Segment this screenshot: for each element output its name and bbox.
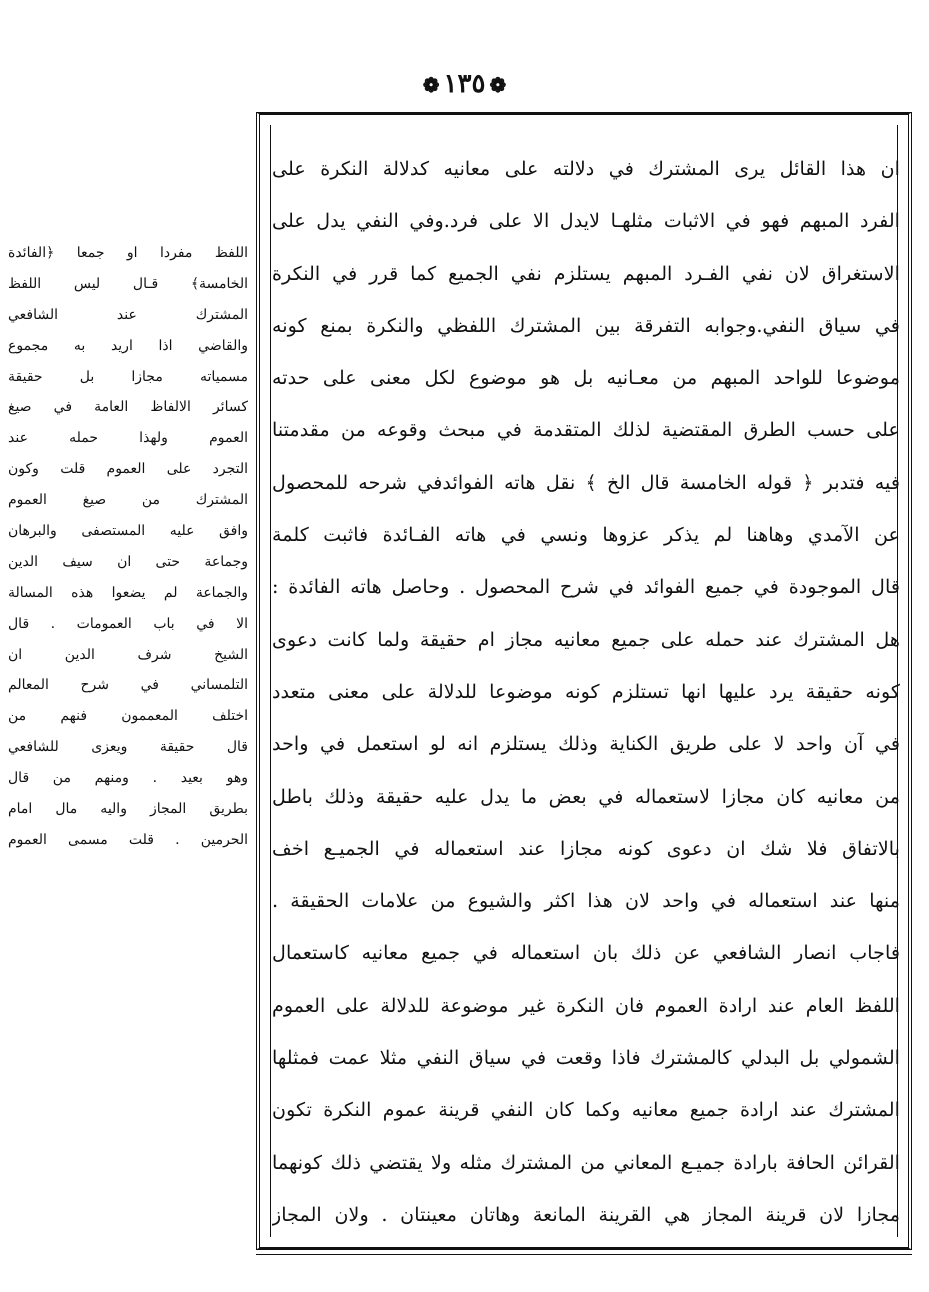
margin-commentary <box>8 238 248 856</box>
text-line: في آن واحد لا على طريق الكناية وذلك يستلزم انه لو استعمل في واحد <box>272 732 900 756</box>
page-number: ١٣٥ <box>443 69 486 99</box>
margin-line: اللفظ مفردا او جمعا ﴿الفائدة <box>8 245 248 261</box>
margin-line: المشترك من صيغ العموم <box>8 492 248 509</box>
margin-line: قال حقيقة ويعزى للشافعي <box>8 739 248 756</box>
text-line: من معانيه كان مجازا لاستعماله في بعض ما يدل عليه حقيقة وذلك باطل <box>272 784 900 808</box>
margin-line: اختلف المعممون فنهم من <box>8 708 248 725</box>
page-number-header <box>0 64 929 105</box>
bottom-rule <box>256 1254 912 1255</box>
ornament-icon: ❁ <box>489 73 507 97</box>
text-line: ان هذا القائل يرى المشترك في دلالته على معانيه كدلالة النكرة على <box>272 157 900 180</box>
text-line: عن الآمدي وهاهنا لم يذكر عزوها ونسي في هاته الفـائدة فاثبت كلمة <box>272 523 900 547</box>
margin-line: الخامسة﴾ قـال ليس اللفظ <box>8 275 248 292</box>
text-line: هل المشترك عند حمله على جميع معانيه مجاز ام حقيقة ولما كانت دعوى <box>272 627 900 651</box>
text-line: مجازا لان قرينة المجاز هي القرينة المانعة وهاتان معينتان . ولان المجاز <box>272 1202 900 1226</box>
text-line: فاجاب انصار الشافعي عن ذلك بان استعماله في جميع معانيه كاستعمال <box>272 941 900 965</box>
margin-line: والقاضي اذا اريد به مجموع <box>8 337 248 354</box>
margin-line: بطريق المجاز واليه مال امام <box>8 801 248 818</box>
text-line: الفرد المبهم فهو في الاثبات مثلهـا لايدل الا على فرد.وفي النفي يدل على <box>272 209 900 233</box>
ornament-icon: ❁ <box>422 73 440 97</box>
text-line: على حسب الطرق المقتضية لذلك المتقدمة في مبحث وقوعه من مقدمتنا <box>272 418 900 442</box>
margin-line: وهو بعيد . ومنهم من قال <box>8 770 248 787</box>
margin-line: والجماعة لم يضعوا هذه المسالة <box>8 584 248 601</box>
margin-line: كسائر الالفاظ العامة في صيغ <box>8 399 248 416</box>
text-line: منها عند استعماله في واحد لان هذا اكثر والشيوع من علامات الحقيقة . <box>272 889 900 913</box>
text-line: بالاتفاق فلا شك ان دعوى كونه مجازا عند استعماله في الجميـع اخف <box>272 836 900 860</box>
text-line: في سياق النفي.وجوابه التفرقة بين المشترك اللفظي والنكرة بمنع كونه <box>272 313 900 337</box>
margin-line: العموم ولهذا حمله عند <box>8 430 248 447</box>
text-line: كونه حقيقة يرد عليها انها تستلزم كونه موضوعا للدلالة على معنى متعدد <box>272 679 900 703</box>
margin-line: الحرمين . قلت مسمى العموم <box>8 831 248 848</box>
text-line: قال الموجودة في جميع الفوائد في شرح المحصول . وحاصل هاته الفائدة : <box>272 575 900 599</box>
margin-line: مسمياته مجازا بل حقيقة <box>8 368 248 385</box>
main-text-frame <box>256 112 912 1250</box>
text-line: فيه فتدبر ﴿ قوله الخامسة قال الخ ﴾ نقل هاته الفوائدفي شرحه للمحصول <box>272 470 900 494</box>
main-text-body <box>272 143 900 1241</box>
text-line: المشترك عند ارادة جميع معانيه وكما كان النفي قرينة عموم النكرة تكون <box>272 1098 900 1122</box>
text-line: موضوعا للواحد المبهم من معـانيه بل هو موضوع لكل معنى على حدته <box>272 366 900 390</box>
text-line: القرائن الحافة بارادة جميـع المعاني من المشترك مثله ولا يقتضي ذلك كونهما <box>272 1150 900 1174</box>
text-line: الاستغراق لان نفي الفـرد المبهم يستلزم نفي الجميع كما قرر في النكرة <box>272 261 900 285</box>
margin-line: وجماعة حتى ان سيف الدين <box>8 553 248 570</box>
margin-line: الا في باب العمومات . قال <box>8 615 248 632</box>
text-line: الشمولي بل البدلي كالمشترك فاذا وقعت في سياق النفي مثلا عمت فمثلها <box>272 1046 900 1070</box>
margin-line: التجرد على العموم قلت وكون <box>8 461 248 478</box>
margin-line: الشيخ شرف الدين ان <box>8 646 248 663</box>
text-line: اللفظ العام عند ارادة العموم فان النكرة غير موضوعة للدلالة على العموم <box>272 993 900 1017</box>
margin-line: وافق عليه المستصفى والبرهان <box>8 523 248 540</box>
margin-line: التلمساني في شرح المعالم <box>8 677 248 694</box>
margin-line: المشترك عند الشافعي <box>8 306 248 323</box>
